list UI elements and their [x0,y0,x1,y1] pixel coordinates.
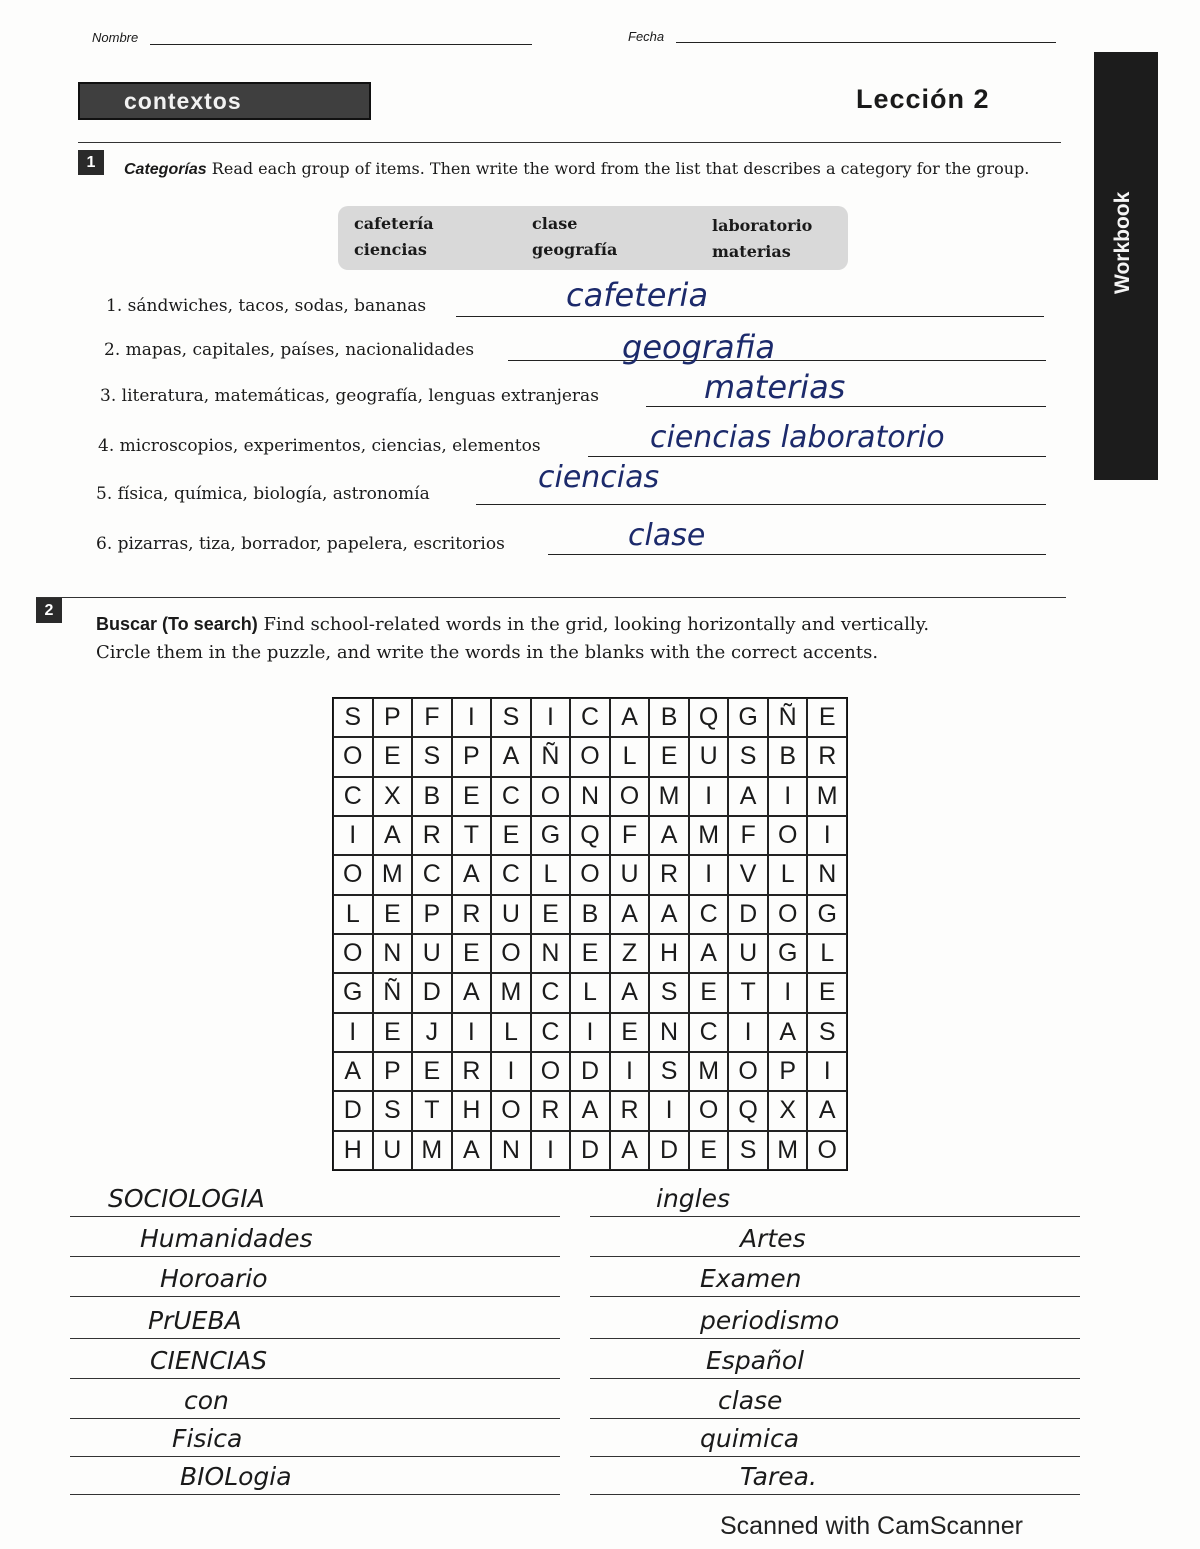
grid-cell[interactable]: A [610,973,650,1012]
grid-cell[interactable]: D [728,895,768,934]
grid-cell[interactable]: D [412,973,452,1012]
grid-cell[interactable]: A [373,816,413,855]
grid-cell[interactable]: R [610,1091,650,1130]
grid-cell[interactable]: U [373,1131,413,1170]
nombre-line [150,44,532,45]
grid-cell[interactable]: A [649,816,689,855]
answer-word: Tarea. [740,1462,817,1491]
grid-cell[interactable]: L [807,934,847,973]
item-4-answer: ciencias laboratorio [650,420,945,455]
grid-cell[interactable]: A [333,1052,373,1091]
item-4: 4. microscopios, experimentos, ciencias, elementos [98,436,541,456]
answer-blank[interactable] [70,1338,560,1339]
grid-cell[interactable]: I [807,1052,847,1091]
grid-cell[interactable]: C [531,973,571,1012]
grid-cell[interactable]: O [333,855,373,894]
grid-cell[interactable]: X [768,1091,808,1130]
grid-cell[interactable]: A [491,737,531,776]
section-rule [36,597,1066,598]
grid-cell[interactable]: N [373,934,413,973]
header-rule [78,142,1061,143]
grid-cell[interactable]: F [610,816,650,855]
grid-cell[interactable]: S [649,1052,689,1091]
grid-cell[interactable]: M [373,855,413,894]
word-bank-item: materias [712,242,791,261]
grid-cell[interactable]: B [649,698,689,737]
side-tab-label: Workbook [1111,191,1134,294]
grid-cell[interactable]: C [689,1013,729,1052]
word-bank-item: laboratorio [712,216,813,235]
grid-cell[interactable]: H [452,1091,492,1130]
grid-cell[interactable]: N [570,777,610,816]
grid-cell[interactable]: C [570,698,610,737]
grid-cell[interactable]: T [452,816,492,855]
grid-cell[interactable]: A [610,895,650,934]
answer-word: Humanidades [140,1224,313,1253]
grid-cell[interactable]: G [768,934,808,973]
grid-cell[interactable]: S [728,737,768,776]
grid-cell[interactable]: O [333,737,373,776]
grid-cell[interactable]: G [807,895,847,934]
grid-cell[interactable]: S [412,737,452,776]
grid-cell[interactable]: I [452,1013,492,1052]
word-bank-item: clase [532,214,578,233]
grid-cell[interactable]: E [689,1131,729,1170]
activity-2-text-1: Find school-related words in the grid, looking horizontally and vertically. [263,614,930,635]
grid-cell[interactable]: A [610,698,650,737]
grid-cell[interactable]: O [570,855,610,894]
item-6-blank[interactable] [548,554,1046,555]
grid-cell[interactable]: H [649,934,689,973]
grid-cell[interactable]: E [610,1013,650,1052]
answer-word: Fisica [172,1424,243,1453]
grid-cell[interactable]: Q [689,698,729,737]
grid-cell[interactable]: B [570,895,610,934]
grid-cell[interactable]: A [768,1013,808,1052]
grid-cell[interactable]: I [610,1052,650,1091]
grid-cell[interactable]: D [649,1131,689,1170]
item-2-answer: geografia [622,328,775,366]
grid-cell[interactable]: M [807,777,847,816]
item-3-answer: materias [704,368,846,406]
grid-cell[interactable]: L [768,855,808,894]
answer-blank[interactable] [590,1418,1080,1419]
grid-cell[interactable]: I [768,973,808,1012]
grid-cell[interactable]: Z [610,934,650,973]
grid-cell[interactable]: U [412,934,452,973]
grid-cell[interactable]: M [689,816,729,855]
grid-cell[interactable]: S [649,973,689,1012]
answer-word: PrUEBA [148,1306,242,1335]
grid-cell[interactable]: G [333,973,373,1012]
grid-cell[interactable]: U [491,895,531,934]
answer-blank[interactable] [590,1456,1080,1457]
item-2: 2. mapas, capitales, países, nacionalidades [104,340,475,360]
answer-word: Artes [740,1224,806,1253]
answer-blank[interactable] [590,1338,1080,1339]
grid-cell[interactable]: I [768,777,808,816]
grid-cell[interactable]: O [531,1052,571,1091]
grid-cell[interactable]: A [452,1131,492,1170]
answer-blank[interactable] [70,1494,560,1495]
activity-1-text: Read each group of items. Then write the word from the list that describes a category for the group. [211,159,1030,178]
grid-cell[interactable]: C [491,777,531,816]
answer-word: periodismo [700,1306,840,1335]
grid-cell[interactable]: R [807,737,847,776]
grid-cell[interactable]: J [412,1013,452,1052]
grid-cell[interactable]: L [570,973,610,1012]
grid-cell[interactable]: I [728,1013,768,1052]
grid-cell[interactable]: T [412,1091,452,1130]
grid-cell[interactable]: S [728,1131,768,1170]
answer-blank[interactable] [590,1296,1080,1297]
grid-cell[interactable]: M [491,973,531,1012]
grid-cell[interactable]: P [412,895,452,934]
item-6: 6. pizarras, tiza, borrador, papelera, escritorios [96,534,505,554]
grid-cell[interactable]: Ñ [768,698,808,737]
grid-cell[interactable]: E [649,737,689,776]
nombre-label: Nombre [92,30,139,45]
grid-cell[interactable]: A [570,1091,610,1130]
grid-cell[interactable]: G [531,816,571,855]
grid-cell[interactable]: U [728,934,768,973]
grid-cell[interactable]: U [689,737,729,776]
grid-cell[interactable]: I [807,816,847,855]
answer-word: CIENCIAS [150,1346,268,1375]
grid-cell[interactable]: E [491,816,531,855]
grid-cell[interactable]: M [649,777,689,816]
scanner-watermark: Scanned with CamScanner [720,1512,1023,1540]
grid-cell[interactable]: O [610,777,650,816]
word-bank-item: cafetería [354,214,434,233]
item-3-blank[interactable] [646,406,1046,407]
grid-cell[interactable]: C [531,1013,571,1052]
item-1-blank[interactable] [456,316,1044,317]
item-1-answer: cafeteria [566,276,709,314]
grid-cell[interactable]: F [412,698,452,737]
grid-cell[interactable]: R [531,1091,571,1130]
grid-cell[interactable]: L [333,895,373,934]
grid-cell[interactable]: N [649,1013,689,1052]
grid-cell[interactable]: F [728,816,768,855]
answer-word: quimica [700,1424,800,1453]
grid-cell[interactable]: E [452,777,492,816]
grid-cell[interactable]: T [728,973,768,1012]
fecha-label: Fecha [628,29,665,44]
grid-cell[interactable]: E [570,934,610,973]
grid-cell[interactable]: I [531,698,571,737]
answer-blank[interactable] [70,1296,560,1297]
grid-cell[interactable]: O [570,737,610,776]
grid-cell[interactable]: L [491,1013,531,1052]
grid-cell[interactable]: O [333,934,373,973]
activity-1-number: 1 [78,150,104,175]
grid-cell[interactable]: M [689,1052,729,1091]
grid-cell[interactable]: N [531,934,571,973]
grid-cell[interactable]: E [452,934,492,973]
section-title: contextos [124,88,242,114]
grid-cell[interactable]: V [728,855,768,894]
grid-cell[interactable]: Ñ [373,973,413,1012]
grid-cell[interactable]: E [807,698,847,737]
grid-cell[interactable]: H [333,1131,373,1170]
grid-cell[interactable]: I [333,1013,373,1052]
answer-blank[interactable] [590,1216,1080,1217]
word-bank [338,206,848,270]
grid-cell[interactable]: Q [728,1091,768,1130]
answer-blank[interactable] [70,1418,560,1419]
answer-word: clase [718,1386,783,1415]
grid-cell[interactable]: O [807,1131,847,1170]
grid-cell[interactable]: E [689,973,729,1012]
grid-cell[interactable]: S [373,1091,413,1130]
grid-cell[interactable]: R [649,855,689,894]
grid-cell[interactable]: O [491,934,531,973]
grid-cell[interactable]: E [373,737,413,776]
grid-cell[interactable]: A [807,1091,847,1130]
section-banner [78,82,371,120]
grid-cell[interactable]: A [610,1131,650,1170]
item-2-blank[interactable] [508,360,1046,361]
grid-cell[interactable]: I [689,777,729,816]
activity-2-text-2: Circle them in the puzzle, and write the words in the blanks with the correct accents. [96,642,879,663]
grid-cell[interactable]: Q [570,816,610,855]
grid-cell[interactable]: U [610,855,650,894]
grid-cell[interactable]: I [531,1131,571,1170]
item-5-blank[interactable] [476,504,1046,505]
grid-cell[interactable]: C [412,855,452,894]
item-5-answer: ciencias [538,460,660,495]
answer-word: SOCIOLOGIA [108,1184,265,1213]
grid-cell[interactable]: A [728,777,768,816]
item-4-blank[interactable] [588,456,1046,457]
answer-blank[interactable] [70,1256,560,1257]
grid-cell[interactable]: A [452,855,492,894]
word-search-grid[interactable] [332,697,848,1171]
grid-cell[interactable]: O [689,1091,729,1130]
grid-cell[interactable]: P [768,1052,808,1091]
item-5: 5. física, química, biología, astronomía [96,484,430,504]
grid-cell[interactable]: C [491,855,531,894]
grid-cell[interactable]: Ñ [531,737,571,776]
grid-cell[interactable]: O [491,1091,531,1130]
grid-cell[interactable]: P [373,1052,413,1091]
grid-cell[interactable]: M [768,1131,808,1170]
answer-blank[interactable] [70,1456,560,1457]
grid-cell[interactable]: G [728,698,768,737]
grid-cell[interactable]: E [531,895,571,934]
grid-cell[interactable]: O [531,777,571,816]
item-1: 1. sándwiches, tacos, sodas, bananas [106,296,427,316]
grid-cell[interactable]: A [649,895,689,934]
answer-blank[interactable] [70,1216,560,1217]
grid-cell[interactable]: B [412,777,452,816]
grid-cell[interactable]: N [807,855,847,894]
grid-cell[interactable]: I [689,855,729,894]
grid-cell[interactable]: X [373,777,413,816]
grid-cell[interactable]: A [689,934,729,973]
activity-1-title: Categorías [124,161,207,178]
word-bank-item: ciencias [354,240,427,259]
grid-cell[interactable]: D [333,1091,373,1130]
grid-cell[interactable]: C [333,777,373,816]
grid-cell[interactable]: C [689,895,729,934]
grid-cell[interactable]: I [649,1091,689,1130]
activity-2-title: Buscar (To search) [96,614,258,634]
grid-cell[interactable]: O [728,1052,768,1091]
grid-cell[interactable]: S [491,698,531,737]
activity-2-number: 2 [36,598,62,623]
activity-2-instructions [96,610,1076,667]
activity-1-instructions [124,158,1054,181]
grid-cell[interactable]: O [768,895,808,934]
grid-cell[interactable]: D [570,1052,610,1091]
item-6-answer: clase [628,518,706,553]
grid-cell[interactable]: D [570,1131,610,1170]
grid-cell[interactable]: P [373,698,413,737]
answer-blank[interactable] [590,1256,1080,1257]
lesson-title: Lección 2 [856,84,990,114]
answer-word: Examen [700,1264,802,1293]
grid-cell[interactable]: R [452,895,492,934]
grid-cell[interactable]: R [412,816,452,855]
grid-cell[interactable]: E [373,895,413,934]
grid-cell[interactable]: E [412,1052,452,1091]
grid-cell[interactable]: M [412,1131,452,1170]
grid-cell[interactable]: O [768,816,808,855]
answer-word: BIOLogia [180,1462,292,1491]
answer-word: con [184,1386,229,1415]
grid-cell[interactable]: S [807,1013,847,1052]
grid-cell[interactable]: E [373,1013,413,1052]
word-bank-item: geografía [532,240,618,259]
answer-blank[interactable] [590,1378,1080,1379]
grid-cell[interactable]: I [452,698,492,737]
fecha-line [676,42,1056,43]
grid-cell[interactable]: I [570,1013,610,1052]
grid-cell[interactable]: P [452,737,492,776]
grid-cell[interactable]: R [452,1052,492,1091]
grid-cell[interactable]: I [333,816,373,855]
answer-blank[interactable] [590,1494,1080,1495]
answer-word: Español [706,1346,805,1375]
answer-word: Horoario [160,1264,268,1293]
grid-cell[interactable]: L [610,737,650,776]
grid-cell[interactable]: S [333,698,373,737]
grid-cell[interactable]: L [531,855,571,894]
answer-word: ingles [656,1184,731,1213]
grid-cell[interactable]: B [768,737,808,776]
grid-cell[interactable]: N [491,1131,531,1170]
item-3: 3. literatura, matemáticas, geografía, lenguas extranjeras [100,386,599,406]
answer-blank[interactable] [70,1378,560,1379]
grid-cell[interactable]: A [452,973,492,1012]
grid-cell[interactable]: E [807,973,847,1012]
grid-cell[interactable]: I [491,1052,531,1091]
